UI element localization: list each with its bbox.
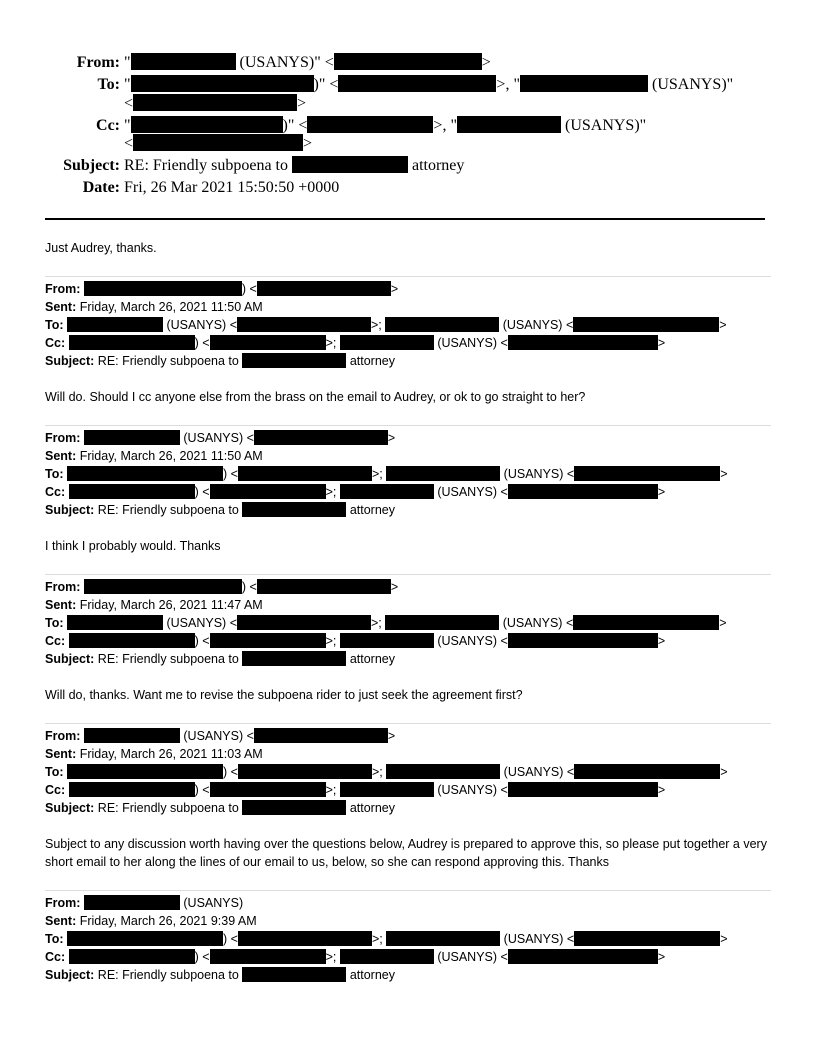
redaction bbox=[84, 728, 180, 743]
email-message-3: Will do, thanks. Want me to revise the subpoena rider to just seek the agreement first? bbox=[45, 688, 523, 702]
redaction bbox=[67, 931, 223, 946]
redaction bbox=[84, 430, 180, 445]
redaction bbox=[508, 484, 658, 499]
redaction bbox=[340, 484, 434, 499]
email-to-row: To: ) < >; (USANYS) < > bbox=[45, 467, 728, 481]
redaction bbox=[69, 949, 195, 964]
email-subject-row: Subject: RE: Friendly subpoena to attorney bbox=[45, 652, 395, 666]
redaction bbox=[340, 782, 434, 797]
redaction bbox=[257, 579, 391, 594]
email-message-2: I think I probably would. Thanks bbox=[45, 539, 221, 553]
redaction bbox=[131, 75, 314, 92]
redaction bbox=[385, 615, 499, 630]
intro-message: Just Audrey, thanks. bbox=[45, 241, 157, 255]
email-subject-row: Subject: RE: Friendly subpoena to attorney bbox=[45, 503, 395, 517]
redaction bbox=[574, 466, 720, 481]
redaction bbox=[574, 764, 720, 779]
redaction bbox=[254, 430, 388, 445]
header-to-value: " )" < >, " (USANYS)" bbox=[124, 76, 734, 93]
email-from-row: From: (USANYS) < > bbox=[45, 431, 396, 445]
redaction bbox=[84, 579, 242, 594]
redaction bbox=[520, 75, 648, 92]
redaction bbox=[67, 466, 223, 481]
redaction bbox=[573, 615, 719, 630]
email-message-4: Subject to any discussion worth having over the questions below, Audrey is prepared to approve this, so please put together a very short email to her along the lines of our email to us, below, so she can respond approving this. Thanks bbox=[45, 837, 767, 869]
redaction bbox=[242, 353, 346, 368]
email-cc-row: Cc: ) < >; (USANYS) < > bbox=[45, 783, 666, 797]
email-from-row: From: ) < > bbox=[45, 580, 399, 594]
redaction bbox=[386, 764, 500, 779]
redaction bbox=[238, 931, 372, 946]
redaction bbox=[67, 615, 163, 630]
header-from-value: " (USANYS)" < > bbox=[124, 54, 491, 71]
redaction bbox=[69, 335, 195, 350]
email-separator bbox=[45, 574, 771, 575]
redaction bbox=[131, 116, 283, 133]
redaction bbox=[340, 949, 434, 964]
redaction bbox=[133, 134, 303, 151]
redaction bbox=[457, 116, 561, 133]
email-sent-row: Sent: Friday, March 26, 2021 11:50 AM bbox=[45, 300, 263, 314]
redaction bbox=[67, 764, 223, 779]
redaction bbox=[242, 502, 346, 517]
email-sent-row: Sent: Friday, March 26, 2021 11:47 AM bbox=[45, 598, 263, 612]
redaction bbox=[508, 949, 658, 964]
email-header-2 bbox=[45, 429, 728, 519]
email-separator bbox=[45, 425, 771, 426]
redaction bbox=[307, 116, 433, 133]
header-cc-label: Cc: bbox=[96, 117, 120, 134]
redaction bbox=[131, 53, 236, 70]
email-header-5 bbox=[45, 894, 728, 984]
email-sent-row: Sent: Friday, March 26, 2021 11:50 AM bbox=[45, 449, 263, 463]
email-from-row: From: ) < > bbox=[45, 282, 399, 296]
email-header-1 bbox=[45, 280, 727, 370]
email-sent-row: Sent: Friday, March 26, 2021 11:03 AM bbox=[45, 747, 263, 761]
redaction bbox=[254, 728, 388, 743]
redaction bbox=[508, 633, 658, 648]
redaction bbox=[237, 317, 371, 332]
header-date-value: Fri, 26 Mar 2021 15:50:50 +0000 bbox=[124, 179, 340, 196]
email-cc-row: Cc: ) < >; (USANYS) < > bbox=[45, 634, 666, 648]
email-header-4 bbox=[45, 727, 728, 817]
redaction bbox=[242, 651, 346, 666]
redaction bbox=[84, 895, 180, 910]
redaction bbox=[210, 335, 326, 350]
email-separator bbox=[45, 723, 771, 724]
header-from-label: From: bbox=[76, 54, 120, 71]
email-header-3 bbox=[45, 578, 727, 668]
redaction bbox=[237, 615, 371, 630]
email-cc-row: Cc: ) < >; (USANYS) < > bbox=[45, 950, 666, 964]
redaction bbox=[574, 931, 720, 946]
redaction bbox=[210, 484, 326, 499]
redaction bbox=[210, 949, 326, 964]
email-to-row: To: (USANYS) < >; (USANYS) < > bbox=[45, 616, 727, 630]
email-separator bbox=[45, 276, 771, 277]
header-subject-label: Subject: bbox=[63, 157, 120, 174]
redaction bbox=[69, 633, 195, 648]
redaction bbox=[385, 317, 499, 332]
header-subject-value: RE: Friendly subpoena to attorney bbox=[124, 157, 465, 174]
redaction bbox=[340, 335, 434, 350]
redaction bbox=[340, 633, 434, 648]
header-divider bbox=[45, 218, 765, 220]
redaction bbox=[242, 800, 346, 815]
email-cc-row: Cc: ) < >; (USANYS) < > bbox=[45, 336, 666, 350]
redaction bbox=[69, 782, 195, 797]
email-from-row: From: (USANYS) < > bbox=[45, 729, 396, 743]
redaction bbox=[69, 484, 195, 499]
redaction bbox=[67, 317, 163, 332]
redaction bbox=[84, 281, 242, 296]
redaction bbox=[292, 156, 408, 173]
redaction bbox=[508, 782, 658, 797]
header-cc-value: " )" < >, " (USANYS)" bbox=[124, 117, 647, 134]
redaction bbox=[210, 782, 326, 797]
redaction bbox=[257, 281, 391, 296]
email-cc-row: Cc: ) < >; (USANYS) < > bbox=[45, 485, 666, 499]
redaction bbox=[386, 931, 500, 946]
header-date-label: Date: bbox=[82, 179, 120, 196]
redaction bbox=[334, 53, 482, 70]
redaction bbox=[573, 317, 719, 332]
email-to-row: To: (USANYS) < >; (USANYS) < > bbox=[45, 318, 727, 332]
email-message-1: Will do. Should I cc anyone else from the brass on the email to Audrey, or ok to go straight to her? bbox=[45, 390, 586, 404]
redaction bbox=[238, 764, 372, 779]
redaction bbox=[242, 967, 346, 982]
header-to-label: To: bbox=[97, 76, 120, 93]
email-sent-row: Sent: Friday, March 26, 2021 9:39 AM bbox=[45, 914, 257, 928]
redaction bbox=[338, 75, 496, 92]
redaction bbox=[508, 335, 658, 350]
email-subject-row: Subject: RE: Friendly subpoena to attorney bbox=[45, 354, 395, 368]
redaction bbox=[386, 466, 500, 481]
redaction bbox=[210, 633, 326, 648]
email-from-row: From: (USANYS) bbox=[45, 896, 244, 910]
email-subject-row: Subject: RE: Friendly subpoena to attorney bbox=[45, 801, 395, 815]
redaction bbox=[133, 94, 297, 111]
email-to-row: To: ) < >; (USANYS) < > bbox=[45, 932, 728, 946]
redaction bbox=[238, 466, 372, 481]
email-subject-row: Subject: RE: Friendly subpoena to attorney bbox=[45, 968, 395, 982]
email-to-row: To: ) < >; (USANYS) < > bbox=[45, 765, 728, 779]
email-separator bbox=[45, 890, 771, 891]
